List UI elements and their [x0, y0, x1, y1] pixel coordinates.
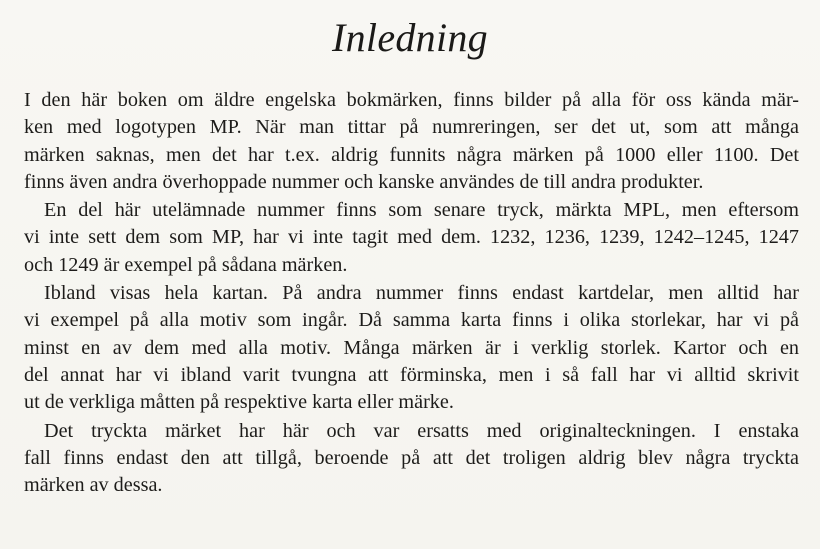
page-title: Inledning: [331, 15, 488, 60]
text-line: Det tryckta märket har här och var ersatts med originalteckningen. I enstaka: [44, 419, 799, 442]
paragraph-2: [24, 197, 799, 279]
text-line: del annat har vi ibland varit tvungna att förminska, men i så fall har vi alltid skrivit: [24, 363, 799, 386]
body-text: [24, 87, 799, 499]
paragraph-3: [24, 280, 799, 416]
paragraph-4: [24, 418, 799, 500]
text-line: ken med logotypen MP. När man tittar på numreringen, ser det ut, som att många: [24, 116, 799, 139]
text-line: märken saknas, men det har t.ex. aldrig funnits några märken på 1000 eller 1100. Det: [24, 143, 799, 166]
text-line: vi exempel på alla motiv som ingår. Då samma karta finns i olika storlekar, har vi på: [24, 309, 799, 332]
text-line: minst en av dem med alla motiv. Många märken är i verklig storlek. Kartor och en: [24, 336, 799, 359]
text-line: finns även andra överhoppade nummer och kanske användes de till andra produkter.: [24, 170, 704, 193]
text-line: Ibland visas hela kartan. På andra nummer finns endast kartdelar, men alltid har: [44, 282, 799, 305]
text-line: ut de verkliga måtten på respektive karta eller märke.: [24, 391, 454, 414]
text-line: vi inte sett dem som MP, har vi inte tagit med dem. 1232, 1236, 1239, 1242–1245, 1247: [24, 226, 799, 249]
text-line: märken av dessa.: [24, 474, 163, 497]
text-line: En del här utelämnade nummer finns som senare tryck, märkta MPL, men eftersom: [44, 199, 799, 222]
text-line: och 1249 är exempel på sådana märken.: [24, 253, 348, 276]
text-line: I den här boken om äldre engelska bokmärken, finns bilder på alla för oss kända mär-: [24, 89, 799, 111]
paragraph-1: [24, 87, 799, 196]
text-line: fall finns endast den att tillgå, beroende på att det troligen aldrig blev några tryckta: [24, 446, 799, 469]
